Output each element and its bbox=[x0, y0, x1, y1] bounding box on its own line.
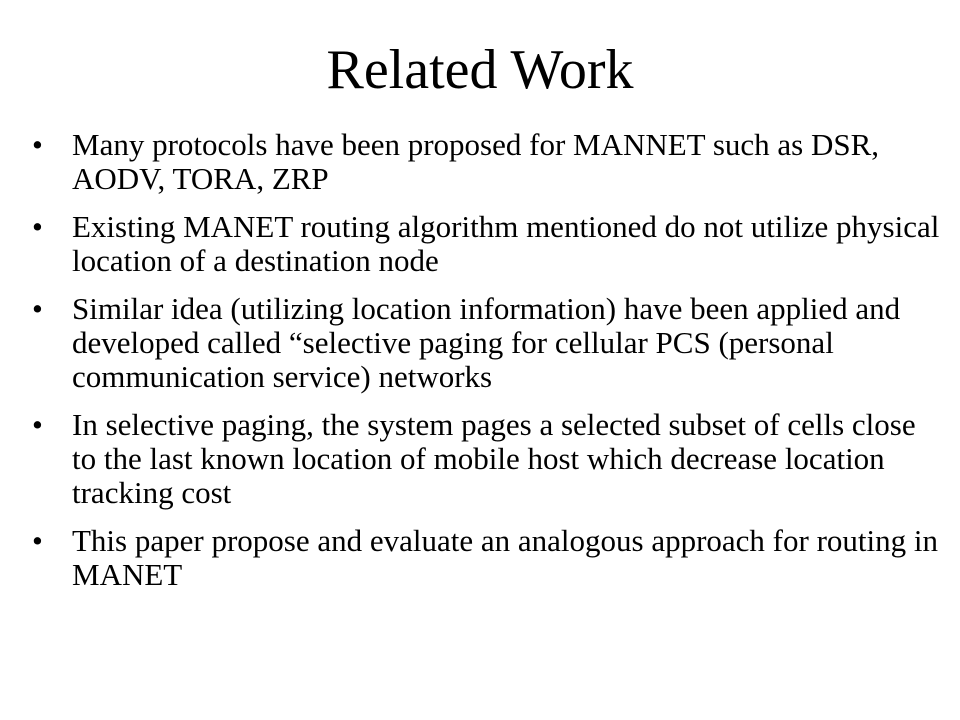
bullet-text: Many protocols have been proposed for MANNET such as DSR, AODV, TORA, ZRP bbox=[72, 127, 880, 196]
bullet-text: In selective paging, the system pages a selected subset of cells close to the last known location of mobile host which decrease location tracking cost bbox=[72, 407, 916, 510]
bullet-item bbox=[28, 210, 940, 278]
bullet-item bbox=[28, 524, 940, 592]
bullet-icon: • bbox=[32, 291, 43, 326]
bullet-text: This paper propose and evaluate an analogous approach for routing in MANET bbox=[72, 523, 938, 592]
bullet-icon: • bbox=[32, 127, 43, 162]
bullet-text: Existing MANET routing algorithm mentioned do not utilize physical location of a destination node bbox=[72, 209, 940, 278]
bullet-item bbox=[28, 292, 940, 394]
slide-title: Related Work bbox=[326, 39, 634, 101]
bullet-item bbox=[28, 128, 940, 196]
bullet-list bbox=[28, 128, 940, 606]
bullet-icon: • bbox=[32, 523, 43, 558]
bullet-item bbox=[28, 408, 940, 510]
bullet-icon: • bbox=[32, 407, 43, 442]
bullet-icon: • bbox=[32, 209, 43, 244]
bullet-text: Similar idea (utilizing location information) have been applied and developed called “selective paging for cellular PCS (personal communication service) networks bbox=[72, 291, 901, 394]
